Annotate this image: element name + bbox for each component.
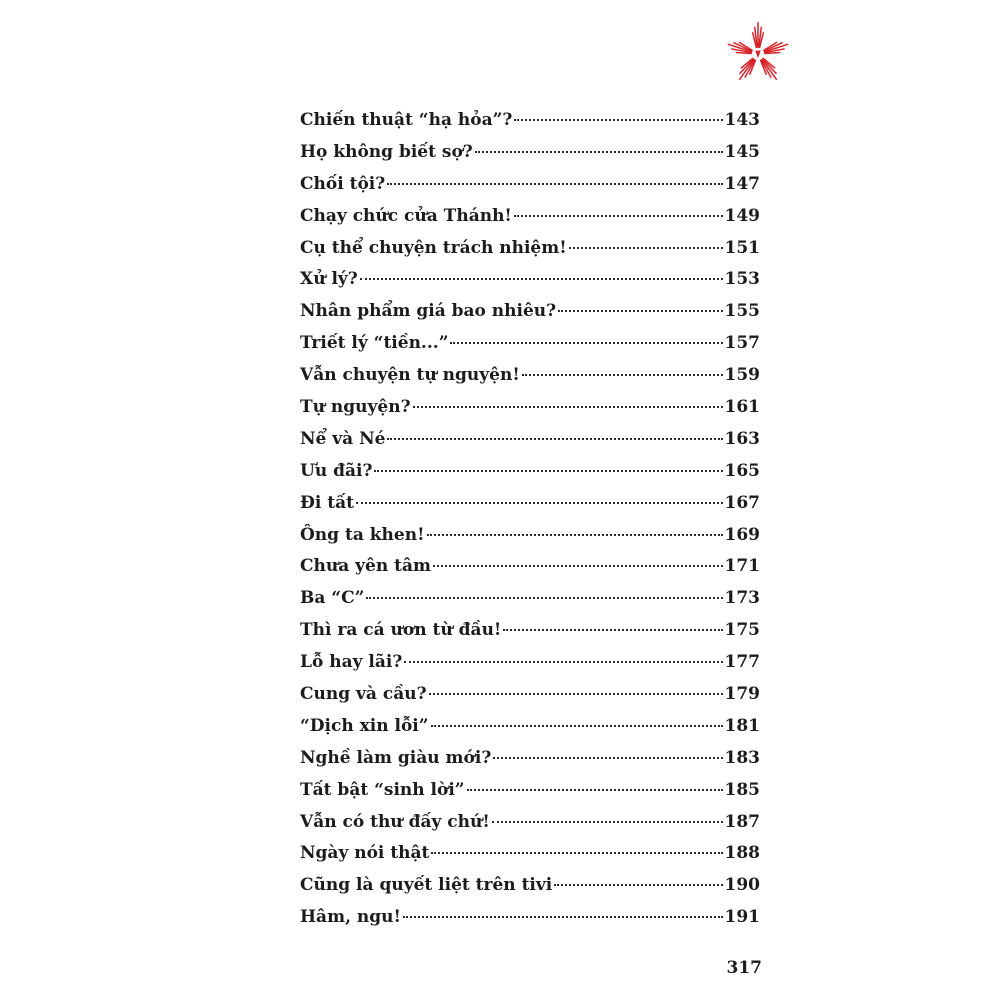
toc-dot-leader [433, 565, 722, 567]
toc-entry [300, 556, 760, 588]
toc-entry [300, 843, 760, 875]
toc-entry-title: Nhân phẩm giá bao nhiêu? [300, 301, 557, 322]
toc-entry [300, 461, 760, 493]
toc-entry-title: Ngày nói thật [300, 843, 430, 864]
toc-entry-page-number: 147 [724, 173, 760, 194]
toc-entry-title: Cụ thể chuyện trách nhiệm! [300, 237, 567, 258]
toc-entry-title: Thì ra cá ươn từ đầu! [300, 620, 502, 641]
toc-entry-page-number: 161 [724, 397, 760, 418]
toc-entry-page-number: 143 [724, 110, 760, 130]
toc-entry-page-number: 163 [724, 428, 760, 449]
toc-entry-title: Cung và cầu? [300, 684, 427, 705]
toc-entry-page-number: 149 [724, 205, 760, 226]
toc-entry [300, 780, 760, 812]
toc-entry-page-number: 157 [724, 333, 760, 354]
toc-entry-page-number: 155 [724, 301, 760, 322]
toc-entry-page-number: 159 [724, 365, 760, 386]
toc-entry-title: Đi tất [300, 492, 354, 513]
toc-entry-title: “Dịch xin lỗi” [300, 715, 429, 736]
toc-entry-page-number: 145 [724, 141, 760, 162]
toc-entry-page-number: 153 [724, 269, 760, 290]
toc-dot-leader [413, 406, 723, 408]
toc-dot-leader [492, 821, 723, 823]
toc-entry [300, 748, 760, 780]
toc-entry [300, 238, 760, 270]
page-number: 317 [726, 958, 762, 978]
toc-entry-page-number: 181 [724, 715, 760, 736]
toc-entry-page-number: 169 [724, 524, 760, 545]
toc-dot-leader [514, 215, 723, 217]
toc-entry-title: Nể và Né [300, 428, 386, 449]
toc-entry [300, 206, 760, 238]
toc-entry-title: Nghề làm giàu mới? [300, 747, 492, 768]
toc-entry [300, 716, 760, 748]
toc-entry [300, 301, 760, 333]
toc-entry-title: Họ không biết sợ? [300, 141, 473, 162]
toc-dot-leader [403, 916, 723, 918]
toc-entry [300, 333, 760, 365]
toc-entry [300, 907, 760, 939]
toc-dot-leader [554, 884, 722, 886]
toc-entry [300, 397, 760, 429]
toc-entry-page-number: 171 [724, 556, 760, 577]
toc-dot-leader [429, 693, 723, 695]
toc-entry-title: Chưa yên tâm [300, 556, 432, 577]
toc-entry [300, 174, 760, 206]
toc-entry-page-number: 185 [724, 779, 760, 800]
toc-entry [300, 110, 760, 142]
toc-dot-leader [450, 342, 722, 344]
toc-entry-title: Ông ta khen! [300, 524, 425, 545]
toc-entry [300, 142, 760, 174]
toc-entry-title: Vẫn chuyện tự nguyện! [300, 365, 520, 386]
toc-entry [300, 429, 760, 461]
toc-entry-page-number: 165 [724, 460, 760, 481]
toc-entry-title: Ba “C” [300, 588, 365, 609]
table-of-contents [300, 110, 760, 939]
toc-entry [300, 588, 760, 620]
toc-entry-title: Tất bật “sinh lời” [300, 779, 465, 800]
toc-entry-page-number: 183 [724, 747, 760, 768]
toc-entry-title: Chiến thuật “hạ hỏa”? [300, 110, 513, 130]
toc-entry [300, 620, 760, 652]
toc-entry-title: Triết lý “tiền...” [300, 333, 449, 354]
toc-dot-leader [356, 502, 723, 504]
toc-dot-leader [387, 438, 722, 440]
toc-entry-page-number: 179 [724, 684, 760, 705]
toc-entry-page-number: 191 [724, 907, 760, 928]
toc-dot-leader [427, 534, 723, 536]
toc-dot-leader [514, 119, 722, 121]
toc-entry-page-number: 188 [724, 843, 760, 864]
toc-entry [300, 525, 760, 557]
toc-dot-leader [475, 151, 723, 153]
toc-entry-page-number: 151 [724, 237, 760, 258]
toc-dot-leader [374, 470, 722, 472]
toc-dot-leader [431, 852, 722, 854]
toc-dot-leader [493, 757, 722, 759]
toc-dot-leader [404, 661, 722, 663]
toc-dot-leader [569, 247, 723, 249]
toc-entry-page-number: 177 [724, 652, 760, 673]
toc-entry [300, 269, 760, 301]
toc-entry-title: Lỗ hay lãi? [300, 652, 403, 673]
toc-dot-leader [366, 597, 722, 599]
toc-entry [300, 684, 760, 716]
red-star-publisher-logo-icon [724, 20, 792, 88]
toc-dot-leader [360, 278, 723, 280]
toc-dot-leader [387, 183, 722, 185]
toc-entry [300, 365, 760, 397]
toc-entry [300, 875, 760, 907]
toc-dot-leader [522, 374, 723, 376]
toc-entry [300, 652, 760, 684]
toc-entry [300, 493, 760, 525]
toc-entry-title: Hâm, ngu! [300, 907, 401, 928]
toc-dot-leader [431, 725, 723, 727]
toc-entry-page-number: 190 [724, 875, 760, 896]
toc-entry-title: Ưu đãi? [300, 460, 373, 481]
toc-entry-page-number: 175 [724, 620, 760, 641]
toc-entry-title: Chối tội? [300, 173, 386, 194]
toc-dot-leader [503, 629, 722, 631]
toc-entry-title: Tự nguyện? [300, 397, 411, 418]
toc-entry-title: Vẫn có thư đấy chứ! [300, 811, 490, 832]
toc-entry-page-number: 167 [724, 492, 760, 513]
toc-entry-title: Chạy chức cửa Thánh! [300, 205, 512, 226]
toc-entry [300, 812, 760, 844]
toc-entry-title: Xử lý? [300, 269, 358, 290]
toc-entry-title: Cũng là quyết liệt trên tivi [300, 875, 553, 896]
toc-entry-page-number: 173 [724, 588, 760, 609]
toc-dot-leader [467, 789, 723, 791]
toc-entry-page-number: 187 [724, 811, 760, 832]
toc-dot-leader [558, 310, 722, 312]
